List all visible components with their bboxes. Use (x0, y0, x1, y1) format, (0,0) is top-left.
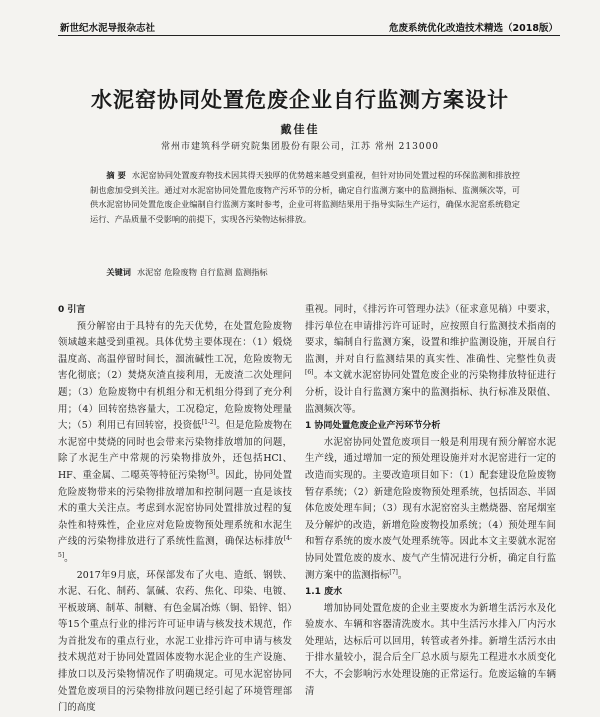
keywords-label: 关键词 (106, 267, 131, 277)
header-collection: 危废系统优化改造技术精选（2018版） (389, 23, 558, 34)
section-1-heading: 1 协同处置危废企业产污环节分析 (305, 421, 441, 432)
header-journal: 新世纪水泥导报杂志社 (60, 23, 156, 34)
intro-text-a: 预分解窑由于具特有的先天优势，在处置危险废物领域越来越受到重视。具体优势主要体现在：（1）煅烧温度高、高温停留时间长，溜流碱性工况，危险废物无害化彻底；（2）焚烧灰渣直接利用，无废渣二次处理问题；（3）危险废物中有机组分和无机组分得到了充分利用；（4）回转窑热容量大，工况稳定，危险废物处理量大；（5）利用已有回转窑，投资低 (58, 320, 292, 432)
intro-text-d: 重视。同时，《排污许可管理办法》（征求意见稿）中要求，排污单位在申请排污许可证时，应按照自行监测技术指南的要求，编制自行监测方案，设置和维护监测设施，开展自行监测，并对自行监测结果的真实性、准确性、完整性负责 (305, 304, 556, 365)
intro-paragraph-1: 预分解窑由于具特有的先天优势，在处置危险废物领域越来越受到重视。具体优势主要体现在：（1）煅烧温度高、高温停留时间长，溜流碱性工况，危险废物无害化彻底；（2）焚烧灰渣直接利用，无废渣二次处理问题；（3）危险废物中有机组分和无机组分得到了充分利用；（4）回转窑热容量大，工况稳定，危险废物处理量大；（5）利用已有回转窑，投资低[1-2]。但是危险废物在水泥窑中焚烧的同时也会带来污染物排放增加的问题，除了水泥生产中常规的污染物排放外，还包括HCl、HF、重金属、二噁英等特征污染物[3]。因此，协同处置危险废物带来的污染物排放增加和控制问题一直是该技术的重大关注点。考虑到水泥窑协同处置排放过程的复杂性和特殊性，企业应对危险废物预处理系统和水泥生产线的污染物排放进行了系统性监测，确保达标排放[4-5]。 (58, 320, 292, 564)
intro-paragraph-3 (305, 302, 556, 418)
citation: [4-5] (58, 535, 292, 559)
section-1-text: 水泥窑协同处置危废项目一般是利用现有预分解窑水泥生产线，通过增加一定的预处理设施并对水泥窑进行一定的改造而实现的。主要改造项目如下：（1）配套建设危险废物暂存系统；（2）新建危险废物预处理系统，包括固态、半固体危废处理车间；（3）现有水泥窑窑头主燃烧器、窑尾烟室及分解炉的改造，新增危险废物投加系统；（4）预处理车间和暂存系统的废水废气处理系统等。因此本文主要就水泥窑协同处置危废的废水、废气产生情况进行分析，确定自行监测方案中的监测指标 (305, 436, 556, 581)
paper-title: 水泥窑协同处置危废企业自行监测方案设计 (91, 88, 509, 112)
intro-paragraph-2: 2017年9月底，环保部发布了火电、造纸、钢铁、水泥、石化、制药、氯碱、农药、焦化、印染、电镀、平板玻璃、制革、制糖、有色金属冶炼（铜、铅锌、铝）等15个重点行业的排污许可证申请与核发技术规范，作为首批发布的重点行业，水泥工业排污许可申请与核发技术规范对于协同处置固体废物水泥企业的生产设施、排放口以及污染物情况作了明确规定。可见水泥窑协同处置危废项目的污染物排放问题已经引起了环境管理部门的高度 (58, 569, 292, 714)
section-1-1-paragraph: 增加协同处置危废的企业主要废水为新增生活污水及化验废水、车辆和容器清洗废水。其中生活污水排入厂内污水处理站，达标后可以回用，转管或者外排。新增生活污水由于排水量较小，混合后全厂总水质与原先工程进水水质变化不大，不会影响污水处理设施的正常运行。危废运输的车辆清 (305, 602, 556, 697)
section-1-paragraph: 水泥窑协同处置危废项目一般是利用现有预分解窑水泥生产线，通过增加一定的预处理设施并对水泥窑进行一定的改造而实现的。主要改造项目如下：（1）配套建设危险废物暂存系统；（2）新建危险废物预处理系统，包括固态、半固体危废处理车间；（3）现有水泥窑窑头主燃烧器、窑尾烟室及分解炉的改造，新增危险废物投加系统；（4）预处理车间和暂存系统的废水废气处理系统等。因此本文主要就水泥窑协同处置危废的废水、废气产生情况进行分析，确定自行监测方案中的监测指标[7]。 (305, 436, 556, 581)
abstract-label: 摘 要 (106, 170, 126, 180)
right-column (305, 302, 556, 697)
author-affiliation: 常州市建筑科学研究院集团股份有限公司，江苏 常州 213000 (160, 142, 440, 152)
header-rule (58, 35, 560, 36)
keywords-text: 水泥窑 危险废物 自行监测 监测指标 (136, 267, 268, 277)
author-name: 戴佳佳 (280, 123, 320, 136)
citation: [7] (389, 568, 398, 576)
keywords (90, 265, 520, 279)
abstract (90, 168, 520, 226)
citation: [6] (305, 369, 314, 377)
left-column (58, 302, 292, 714)
citation: [1-2] (201, 419, 217, 427)
intro-text-b: 。但是危险废物在水泥窑中焚烧的同时也会带来污染物排放增加的问题，除了水泥生产中常规的污染物排放外，还包括HCl、HF、重金属、二噁英等特征污染物 (58, 420, 292, 481)
intro-text-e: 。本文就水泥窑协同处置危废企业的污染物排放特征进行分析，设计自行监测方案中的监测指标、执行标准及限值、监测频次等。 (305, 370, 556, 415)
section-1-1-heading: 1.1 废水 (305, 587, 343, 598)
citation: [3] (206, 468, 216, 476)
section-intro-heading: 0 引言 (58, 305, 86, 315)
intro-text-c: 。因此，协同处置危险废物带来的污染物排放增加和控制问题一直是该技术的重大关注点。考虑到水泥窑协同处置排放过程的复杂性和特殊性，企业应对危险废物预处理系统和水泥生产线的污染物排放进行了系统性监测，确保达标排放 (58, 469, 292, 548)
running-header (60, 20, 558, 34)
abstract-text: 水泥窑协同处置废弃物技术因其得天独厚的优势越来越受到重视，但针对协同处置过程的环保监测和排放控制也愈加受到关注。通过对水泥窑协同处置危废物产污环节的分析，确定自行监测方案中的监测指标、监测频次等，可供水泥窑协同处置危废企业编制自行监测方案时参考，企业可将监测结果用于指导实际生产运行，确保水泥窑系统稳定运行、产品质量不受影响的前提下，实现各污染物达标排放。 (90, 170, 520, 224)
